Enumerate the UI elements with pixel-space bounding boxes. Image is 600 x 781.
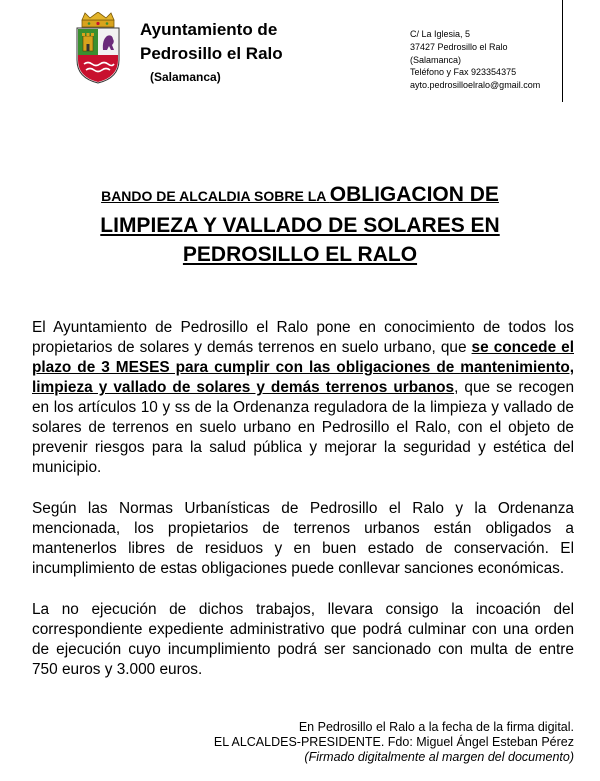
paragraph-1-intro: El Ayuntamiento de Pedrosillo el Ralo pone en conocimiento de todos los propietarios de solares y demás terrenos en suelo urbano, que: [32, 319, 574, 356]
signature-note: (Firmado digitalmente al margen del documento): [304, 750, 574, 764]
contact-block: [410, 28, 540, 92]
contact-postal: 37427 Pedrosillo el Ralo: [410, 41, 508, 52]
contact-email: ayto.pedrosilloelralo@gmail.com: [410, 80, 541, 91]
signature-block: [214, 720, 574, 765]
title-main-line2: LIMPIEZA Y VALLADO DE SOLARES EN: [100, 214, 500, 237]
paragraph-1-emphasis: se concede el plazo de 3 MESES para cumplir con las obligaciones de mantenimiento, limpieza y vallado de solares y demás terrenos urbanos: [32, 339, 574, 396]
organization-block: [140, 18, 283, 84]
document-body: [32, 318, 574, 701]
paragraph-1-rest: , que se recogen en los artículos 10 y ss de la Ordenanza reguladora de la limpieza y vallado de solares de terrenos en suelo urbano en Pedrosillo el Ralo, con el objeto de prevenir riesgos para la salud pública y mejorar la seguridad y estética del municipio.: [32, 379, 575, 476]
contact-phone: Teléfono y Fax 923354375: [410, 67, 517, 78]
paragraph-1: [32, 318, 574, 478]
title-prefix: BANDO DE ALCALDIA SOBRE LA: [101, 188, 330, 204]
paragraph-3: La no ejecución de dichos trabajos, llevara consigo la incoación del correspondiente expediente administrativo que podrá culminar con una orden de ejecución cuyo incumplimiento podrá ser sancionado con multa de entre 750 euros y 3.000 euros.: [32, 601, 574, 678]
title-line1: [40, 180, 560, 211]
coat-of-arms-logo: [72, 12, 124, 84]
header-divider: [562, 0, 563, 102]
title-main-line1: OBLIGACION DE: [329, 183, 499, 206]
paragraph-2: Según las Normas Urbanísticas de Pedrosillo el Ralo y la Ordenanza mencionada, los propietarios de terrenos urbanos están obligados a mantenerlos libres de residuos y en buen estado de conservación. El incumplimiento de estas obligaciones puede conllevar sanciones económicas.: [32, 500, 574, 577]
crown-icon: [82, 12, 114, 27]
contact-address: C/ La Iglesia, 5: [410, 29, 471, 39]
contact-province: (Salamanca): [410, 54, 462, 65]
shield-icon: [77, 28, 119, 83]
organization-province: (Salamanca): [150, 70, 221, 84]
document-title: [40, 180, 560, 269]
signature-signer: EL ALCALDES-PRESIDENTE. Fdo: Miguel Ángel Esteban Pérez: [213, 735, 574, 749]
organization-name-line1: Ayuntamiento de: [140, 20, 278, 39]
signature-place-date: En Pedrosillo el Ralo a la fecha de la firma digital.: [298, 720, 574, 734]
title-main-line3: PEDROSILLO EL RALO: [182, 243, 418, 266]
organization-name-line2: Pedrosillo el Ralo: [140, 44, 283, 63]
